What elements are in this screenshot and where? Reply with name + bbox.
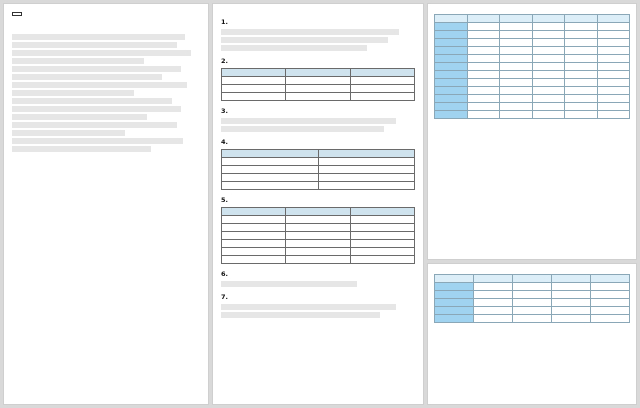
table-cell <box>435 307 474 315</box>
table-cell <box>350 77 414 85</box>
time-th-4 <box>552 275 591 283</box>
table-cell <box>286 232 350 240</box>
rules-main-th-1 <box>222 69 286 77</box>
table-cell <box>222 232 286 240</box>
table-cell <box>222 158 319 166</box>
table-cell <box>286 256 350 264</box>
table-cell <box>500 71 533 79</box>
table-cell <box>350 232 414 240</box>
table-cell <box>597 103 630 111</box>
table-cell <box>513 315 552 323</box>
table-cell <box>532 63 565 71</box>
table-cell <box>435 39 468 47</box>
rules-main-th-3 <box>350 69 414 77</box>
table-cell <box>565 103 598 111</box>
rules-section-6-title: 6. <box>221 270 228 278</box>
table-row <box>222 85 415 93</box>
table-row <box>435 31 630 39</box>
table-cell <box>435 283 474 291</box>
table-cell <box>500 31 533 39</box>
table-cell <box>513 283 552 291</box>
table-cell <box>565 79 598 87</box>
table-cell <box>474 307 513 315</box>
time-th-2 <box>474 275 513 283</box>
rules-main-table <box>221 68 415 101</box>
table-row <box>222 240 415 248</box>
table-cell <box>474 299 513 307</box>
table-cell <box>565 95 598 103</box>
table-cell <box>500 87 533 95</box>
table-cell <box>474 315 513 323</box>
table-cell <box>222 174 319 182</box>
table-cell <box>350 216 414 224</box>
table-cell <box>467 95 500 103</box>
table-cell <box>318 182 415 190</box>
table-cell <box>552 283 591 291</box>
table-cell <box>286 248 350 256</box>
table-row <box>435 55 630 63</box>
distance-surcharge-page <box>427 3 637 260</box>
distance-th-5 <box>565 15 598 23</box>
time-table <box>434 274 630 323</box>
table-cell <box>565 23 598 31</box>
table-cell <box>591 315 630 323</box>
table-row <box>222 166 415 174</box>
table-row <box>222 248 415 256</box>
rules-small-table <box>221 149 415 190</box>
table-row <box>435 315 630 323</box>
table-row <box>435 111 630 119</box>
rules-page <box>212 3 424 405</box>
distance-th-4 <box>532 15 565 23</box>
table-cell <box>597 95 630 103</box>
table-cell <box>597 79 630 87</box>
table-cell <box>513 291 552 299</box>
table-cell <box>532 47 565 55</box>
table-cell <box>435 31 468 39</box>
rules-time-th-3 <box>350 208 414 216</box>
table-cell <box>532 79 565 87</box>
table-cell <box>350 248 414 256</box>
table-cell <box>467 79 500 87</box>
notice-page <box>3 3 209 405</box>
table-cell <box>286 77 350 85</box>
table-row <box>435 39 630 47</box>
table-cell <box>565 55 598 63</box>
table-cell <box>467 31 500 39</box>
table-row <box>435 71 630 79</box>
rules-section-4-title: 4. <box>221 138 228 146</box>
table-row <box>222 77 415 85</box>
table-cell <box>500 23 533 31</box>
rules-main-th-2 <box>286 69 350 77</box>
time-surcharge-page <box>427 263 637 405</box>
table-cell <box>474 291 513 299</box>
table-cell <box>350 93 414 101</box>
table-cell <box>552 307 591 315</box>
table-cell <box>591 283 630 291</box>
table-cell <box>565 63 598 71</box>
table-row <box>222 93 415 101</box>
table-cell <box>532 55 565 63</box>
table-cell <box>467 47 500 55</box>
table-cell <box>597 55 630 63</box>
distance-th-6 <box>597 15 630 23</box>
table-cell <box>467 39 500 47</box>
table-cell <box>532 23 565 31</box>
table-row <box>222 174 415 182</box>
table-cell <box>286 93 350 101</box>
table-row <box>435 291 630 299</box>
table-cell <box>597 23 630 31</box>
table-row <box>222 232 415 240</box>
table-cell <box>513 299 552 307</box>
table-row <box>222 256 415 264</box>
rules-section-1-title: 1. <box>221 18 228 26</box>
table-cell <box>597 111 630 119</box>
rules-time-th-1 <box>222 208 286 216</box>
rules-time-th-2 <box>286 208 350 216</box>
table-cell <box>435 111 468 119</box>
table-cell <box>552 315 591 323</box>
table-cell <box>500 63 533 71</box>
rules-section-5-title: 5. <box>221 196 228 204</box>
table-cell <box>467 55 500 63</box>
table-cell <box>467 63 500 71</box>
table-cell <box>222 256 286 264</box>
table-cell <box>435 291 474 299</box>
table-row <box>435 283 630 291</box>
table-row <box>435 63 630 71</box>
table-row <box>435 87 630 95</box>
table-row <box>222 182 415 190</box>
table-cell <box>597 63 630 71</box>
table-cell <box>222 216 286 224</box>
table-cell <box>591 299 630 307</box>
rules-time-table <box>221 207 415 264</box>
table-cell <box>500 103 533 111</box>
table-cell <box>435 103 468 111</box>
table-cell <box>597 31 630 39</box>
table-cell <box>350 256 414 264</box>
rules-section-3-title: 3. <box>221 107 228 115</box>
table-cell <box>467 23 500 31</box>
table-cell <box>591 291 630 299</box>
table-cell <box>565 39 598 47</box>
table-cell <box>222 166 319 174</box>
table-row <box>435 23 630 31</box>
table-cell <box>222 224 286 232</box>
table-cell <box>467 71 500 79</box>
table-row <box>222 224 415 232</box>
table-cell <box>532 31 565 39</box>
table-cell <box>435 47 468 55</box>
distance-table <box>434 14 630 119</box>
table-cell <box>532 111 565 119</box>
table-cell <box>286 85 350 93</box>
table-cell <box>222 85 286 93</box>
table-cell <box>500 111 533 119</box>
table-cell <box>500 95 533 103</box>
table-cell <box>597 39 630 47</box>
table-cell <box>318 174 415 182</box>
distance-th-1 <box>435 15 468 23</box>
time-th-3 <box>513 275 552 283</box>
table-cell <box>222 77 286 85</box>
document-stamp-label <box>12 12 22 16</box>
distance-th-2 <box>467 15 500 23</box>
table-row <box>435 299 630 307</box>
table-cell <box>222 248 286 256</box>
table-row <box>222 216 415 224</box>
table-cell <box>532 95 565 103</box>
table-cell <box>350 85 414 93</box>
table-cell <box>532 87 565 95</box>
table-cell <box>532 39 565 47</box>
rules-small-th-1 <box>222 150 319 158</box>
rules-section-7-title: 7. <box>221 293 228 301</box>
table-cell <box>435 95 468 103</box>
table-cell <box>318 166 415 174</box>
table-cell <box>435 79 468 87</box>
table-cell <box>565 31 598 39</box>
table-cell <box>597 47 630 55</box>
table-cell <box>222 93 286 101</box>
table-cell <box>597 87 630 95</box>
table-row <box>435 103 630 111</box>
table-cell <box>500 55 533 63</box>
table-cell <box>467 103 500 111</box>
table-row <box>222 158 415 166</box>
table-cell <box>350 224 414 232</box>
table-cell <box>513 307 552 315</box>
table-cell <box>565 71 598 79</box>
table-cell <box>532 71 565 79</box>
table-cell <box>286 216 350 224</box>
table-cell <box>500 39 533 47</box>
table-cell <box>565 87 598 95</box>
table-cell <box>318 158 415 166</box>
table-cell <box>222 240 286 248</box>
table-row <box>435 79 630 87</box>
rules-small-th-2 <box>318 150 415 158</box>
table-cell <box>552 291 591 299</box>
time-th-5 <box>591 275 630 283</box>
table-cell <box>286 224 350 232</box>
table-cell <box>552 299 591 307</box>
table-cell <box>467 87 500 95</box>
table-cell <box>500 79 533 87</box>
table-cell <box>565 111 598 119</box>
table-cell <box>467 111 500 119</box>
table-row <box>435 47 630 55</box>
rules-section-2-title: 2. <box>221 57 228 65</box>
table-row <box>435 307 630 315</box>
table-cell <box>435 71 468 79</box>
table-cell <box>532 103 565 111</box>
time-th-1 <box>435 275 474 283</box>
table-cell <box>565 47 598 55</box>
table-cell <box>597 71 630 79</box>
table-cell <box>435 23 468 31</box>
table-cell <box>435 299 474 307</box>
table-cell <box>350 240 414 248</box>
table-cell <box>591 307 630 315</box>
table-cell <box>435 87 468 95</box>
table-cell <box>286 240 350 248</box>
table-cell <box>474 283 513 291</box>
table-cell <box>500 47 533 55</box>
table-cell <box>435 55 468 63</box>
distance-th-3 <box>500 15 533 23</box>
table-cell <box>435 63 468 71</box>
table-row <box>435 95 630 103</box>
table-cell <box>222 182 319 190</box>
table-cell <box>435 315 474 323</box>
